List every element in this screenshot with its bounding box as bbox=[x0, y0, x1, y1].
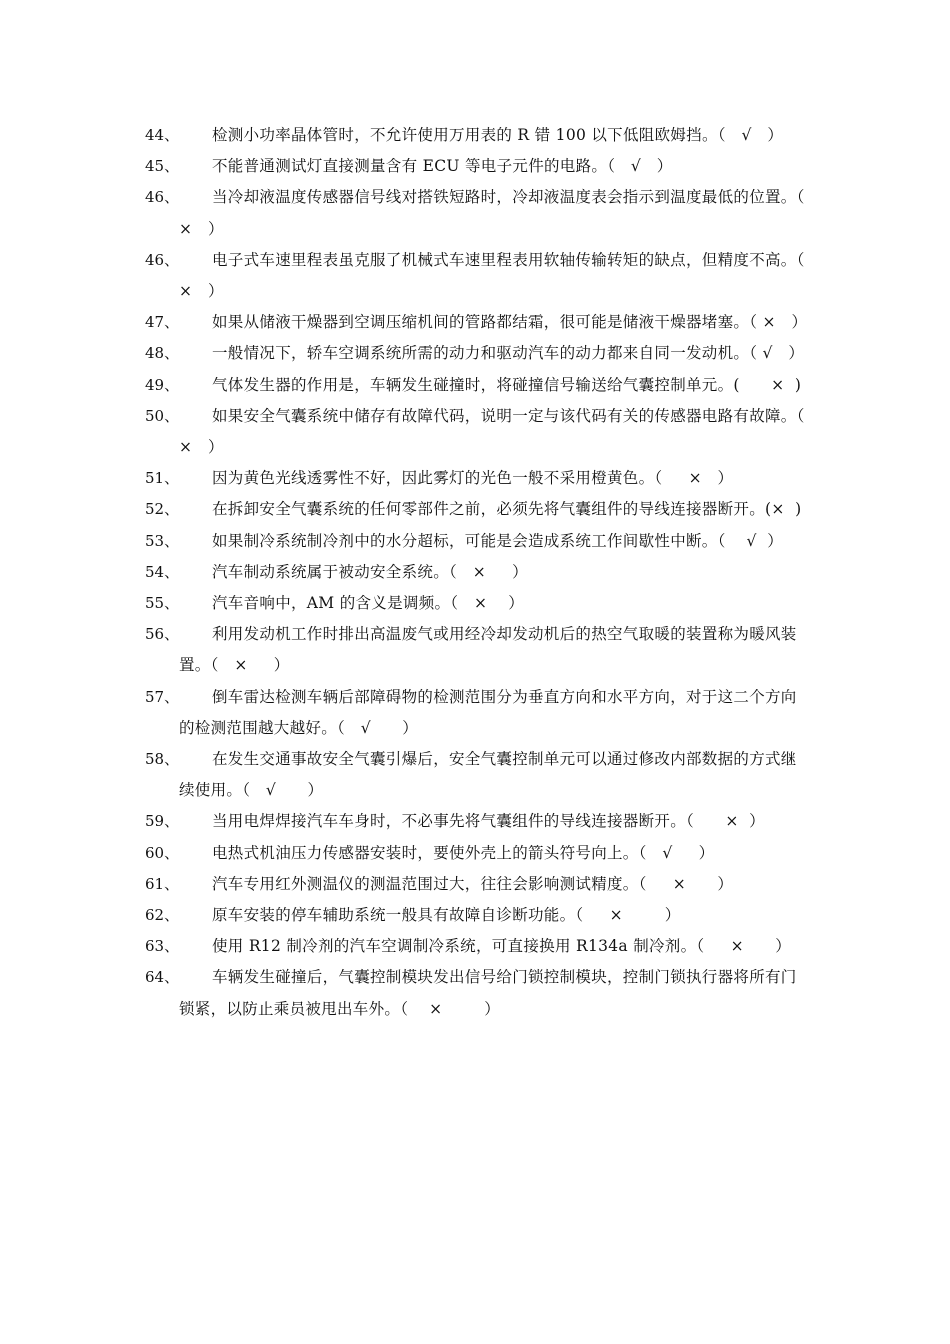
question-text: 不能普通测试灯直接测量含有 ECU 等电子元件的电路。（ √ ） bbox=[212, 157, 673, 176]
question-text: 一般情况下，轿车空调系统所需的动力和驱动汽车的动力都来自同一发动机。（ √ ） bbox=[212, 344, 805, 363]
question-number: 62、 bbox=[145, 906, 180, 925]
question-number: 60、 bbox=[145, 843, 180, 862]
question-text: 电热式机油压力传感器安装时，要使外壳上的箭头符号向上。（ √ ） bbox=[212, 843, 715, 862]
question-number: 59、 bbox=[145, 812, 180, 831]
question-item bbox=[0, 806, 950, 837]
question-text: 如果制冷系统制冷剂中的水分超标，可能是会造成系统工作间歇性中断。（ √ ） bbox=[212, 531, 783, 550]
question-item bbox=[0, 182, 950, 244]
question-text: 如果从储液干燥器到空调压缩机间的管路都结霜，很可能是储液干燥器堵塞。（ × ） bbox=[212, 313, 808, 332]
question-number: 63、 bbox=[145, 937, 180, 956]
question-text: 在发生交通事故安全气囊引爆后，安全气囊控制单元可以通过修改内部数据的方式继续使用。（ √ ） bbox=[179, 750, 797, 800]
question-item bbox=[0, 588, 950, 619]
question-text: 在拆卸安全气囊系统的任何零部件之前，必须先将气囊组件的导线连接器断开。(× ) bbox=[212, 500, 802, 519]
question-number: 44、 bbox=[145, 126, 180, 144]
question-item bbox=[0, 494, 950, 525]
question-text: 电子式车速里程表虽克服了机械式车速里程表用软轴传输转矩的缺点，但精度不高。（ × ） bbox=[179, 250, 821, 301]
question-item bbox=[0, 900, 950, 931]
question-item bbox=[0, 151, 950, 182]
question-number: 45、 bbox=[145, 157, 180, 176]
question-number: 61、 bbox=[145, 874, 180, 893]
question-text: 车辆发生碰撞后，气囊控制模块发出信号给门锁控制模块，控制门锁执行器将所有门锁紧，以防止乘员被甩出车外。（ × ） bbox=[179, 968, 797, 1018]
question-item bbox=[0, 120, 950, 151]
question-number: 46、 bbox=[145, 250, 180, 269]
question-number: 54、 bbox=[145, 562, 180, 581]
question-text: 当用电焊焊接汽车车身时，不必事先将气囊组件的导线连接器断开。（ × ） bbox=[212, 812, 765, 831]
question-text: 气体发生器的作用是，车辆发生碰撞时，将碰撞信号输送给气囊控制单元。( × ) bbox=[212, 375, 802, 394]
question-item bbox=[0, 401, 950, 463]
question-text: 利用发动机工作时排出高温废气或用经冷却发动机后的热空气取暖的装置称为暖风装置。（ × ） bbox=[179, 625, 797, 675]
question-number: 57、 bbox=[145, 687, 180, 706]
question-item bbox=[0, 463, 950, 494]
question-text: 汽车制动系统属于被动安全系统。（ × ） bbox=[212, 562, 528, 581]
question-text: 原车安装的停车辅助系统一般具有故障自诊断功能。（ × ） bbox=[212, 906, 681, 925]
question-item bbox=[0, 307, 950, 338]
question-text: 检测小功率晶体管时，不允许使用万用表的 R 错 100 以下低阻欧姆挡。（ √ ） bbox=[212, 126, 784, 144]
question-item bbox=[0, 619, 950, 681]
question-item bbox=[0, 245, 950, 307]
question-number: 52、 bbox=[145, 500, 180, 519]
question-item bbox=[0, 744, 950, 806]
question-text: 汽车专用红外测温仪的测温范围过大，往往会影响测试精度。（ × ） bbox=[212, 874, 734, 893]
question-item bbox=[0, 682, 950, 744]
question-item bbox=[0, 838, 950, 869]
question-text: 当冷却液温度传感器信号线对搭铁短路时，冷却液温度表会指示到温度最低的位置。（ × ） bbox=[179, 188, 821, 238]
question-number: 64、 bbox=[145, 968, 180, 987]
question-item bbox=[0, 370, 950, 401]
question-item bbox=[0, 931, 950, 962]
question-text: 如果安全气囊系统中储存有故障代码，说明一定与该代码有关的传感器电路有故障。（ × ） bbox=[179, 406, 831, 457]
question-item bbox=[0, 338, 950, 369]
question-number: 49、 bbox=[145, 375, 180, 394]
question-number: 48、 bbox=[145, 344, 180, 363]
question-number: 47、 bbox=[145, 313, 180, 332]
question-number: 50、 bbox=[145, 406, 180, 425]
question-number: 55、 bbox=[145, 594, 180, 613]
question-item bbox=[0, 557, 950, 588]
question-number: 51、 bbox=[145, 469, 180, 488]
question-number: 53、 bbox=[145, 531, 180, 550]
question-text: 倒车雷达检测车辆后部障碍物的检测范围分为垂直方向和水平方向，对于这二个方向的检测范围越大越好。（ √ ） bbox=[179, 687, 797, 737]
question-item bbox=[0, 869, 950, 900]
question-item bbox=[0, 962, 950, 1024]
question-text: 使用 R12 制冷剂的汽车空调制冷系统，可直接换用 R134a 制冷剂。（ × ） bbox=[212, 937, 792, 956]
question-item bbox=[0, 526, 950, 557]
question-number: 58、 bbox=[145, 750, 180, 769]
question-number: 56、 bbox=[145, 625, 180, 644]
question-number: 46、 bbox=[145, 188, 180, 207]
question-text: 汽车音响中，AM 的含义是调频。（ × ） bbox=[212, 594, 525, 613]
question-text: 因为黄色光线透雾性不好，因此雾灯的光色一般不采用橙黄色。（ × ） bbox=[212, 469, 734, 488]
question-list bbox=[0, 120, 950, 1025]
